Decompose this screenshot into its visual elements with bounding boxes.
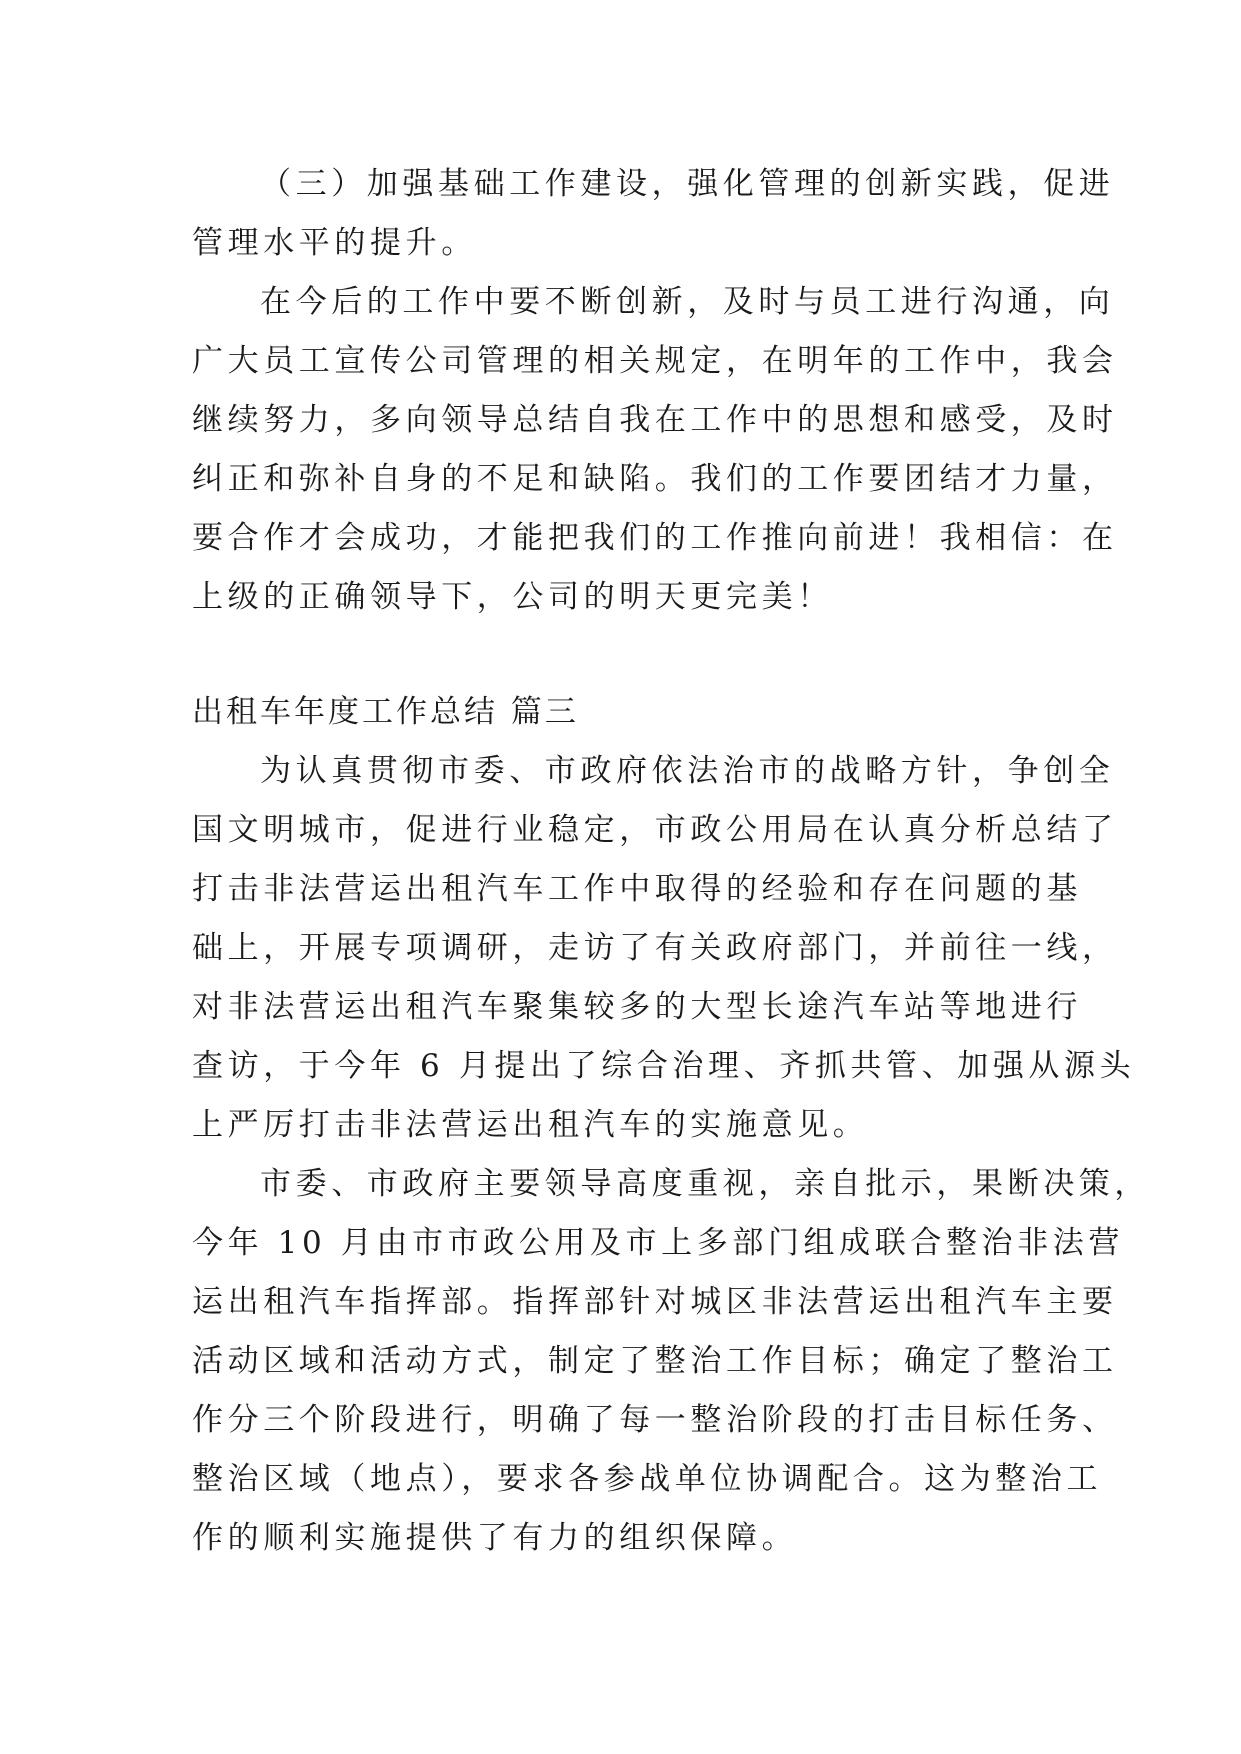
text-line: 作的顺利实施提供了有力的组织保障。 xyxy=(192,1520,798,1556)
paragraph-future-work xyxy=(192,273,1118,627)
text-line: 市委、市政府主要领导高度重视，亲自批示，果断决策， xyxy=(260,1166,1150,1202)
section-spacer xyxy=(192,627,1062,683)
document-page xyxy=(192,155,1150,1568)
paragraph-strengthen-foundation xyxy=(192,155,1115,273)
text-line: 整治区域（地点），要求各参战单位协调配合。这为整治工 xyxy=(192,1461,1103,1497)
text-line: 纠正和弥补自身的不足和缺陷。我们的工作要团结才力量， xyxy=(192,461,1118,497)
text-line: 运出租汽车指挥部。指挥部针对城区非法营运出租汽车主要 xyxy=(192,1284,1118,1320)
paragraph-command-center xyxy=(192,1155,1150,1568)
text-line: 础上，开展专项调研，走访了有关政府部门，并前往一线， xyxy=(192,930,1118,966)
text-line: 上严厉打击非法营运出租汽车的实施意见。 xyxy=(192,1107,869,1143)
text-line: 打击非法营运出租汽车工作中取得的经验和存在问题的基 xyxy=(192,871,1082,907)
text-line: （三）加强基础工作建设，强化管理的创新实践，促进 xyxy=(260,166,1115,202)
text-line: 今年 10 月由市市政公用及市上多部门组成联合整治非法营 xyxy=(192,1225,1124,1261)
text-line: 在今后的工作中要不断创新，及时与员工进行沟通，向 xyxy=(260,284,1115,320)
text-line: 继续努力，多向领导总结自我在工作中的思想和感受，及时 xyxy=(192,402,1118,438)
text-line: 要合作才会成功，才能把我们的工作推向前进！我相信：在 xyxy=(192,520,1118,556)
text-line: 对非法营运出租汽车聚集较多的大型长途汽车站等地进行 xyxy=(192,989,1082,1025)
text-line: 管理水平的提升。 xyxy=(192,225,477,261)
text-line: 国文明城市，促进行业稳定，市政公用局在认真分析总结了 xyxy=(192,812,1118,848)
text-line: 为认真贯彻市委、市政府依法治市的战略方针，争创全 xyxy=(260,753,1115,789)
section-heading: 出租车年度工作总结 篇三 xyxy=(192,694,579,730)
text-line: 上级的正确领导下，公司的明天更完美！ xyxy=(192,579,833,615)
paragraph-implementation-opinion xyxy=(192,742,1136,1155)
text-line: 广大员工宣传公司管理的相关规定，在明年的工作中，我会 xyxy=(192,343,1118,379)
text-line: 查访，于今年 6 月提出了综合治理、齐抓共管、加强从源头 xyxy=(192,1048,1136,1084)
text-line: 作分三个阶段进行，明确了每一整治阶段的打击目标任务、 xyxy=(192,1402,1118,1438)
text-line: 活动区域和活动方式，制定了整治工作目标；确定了整治工 xyxy=(192,1343,1118,1379)
